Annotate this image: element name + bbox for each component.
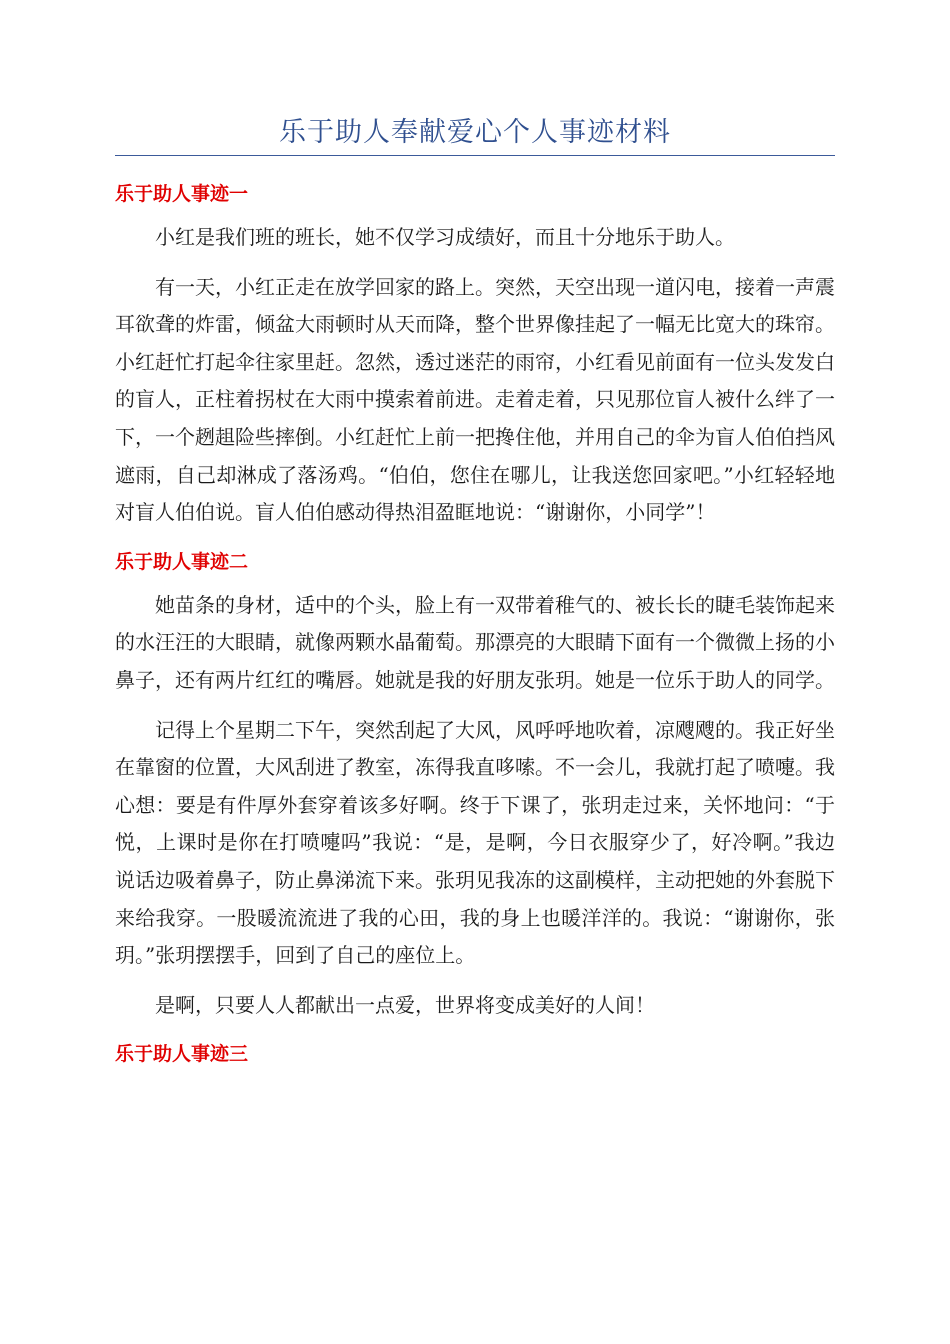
document-title: 乐于助人奉献爱心个人事迹材料 bbox=[279, 117, 671, 148]
section-1 bbox=[115, 176, 835, 532]
section-heading: 乐于助人事迹三 bbox=[115, 1043, 249, 1066]
section-heading: 乐于助人事迹一 bbox=[115, 183, 249, 205]
paragraph: 是啊，只要人人都献出一点爱，世界将变成美好的人间！ bbox=[155, 992, 655, 1017]
section-3 bbox=[115, 1036, 835, 1072]
title-divider bbox=[115, 155, 835, 156]
paragraph: 有一天，小红正走在放学回家的路上。突然，天空出现一道闪电，接着一声震耳欲聋的炸雷，倾盆大雨顿时从天而降，整个世界像挂起了一幅无比宽大的珠帘。小红赶忙打起伞往家里赶。忽然，透过迷茫的雨帘，小红看见前面有一位头发发白的盲人，正柱着拐杖在大雨中摸索着前进。走着走着，只见那位盲人被什么绊了一下，一个趔趄险些摔倒。小红赶忙上前一把搀住他，并用自己的伞为盲人伯伯挡风遮雨，自己却淋成了落汤鸡。“伯伯，您住在哪儿，让我送您回家吧。”小红轻轻地对盲人伯伯说。盲人伯伯感动得热泪盈眶地说：“谢谢你，小同学”！ bbox=[115, 274, 835, 525]
paragraph: 记得上个星期二下午，突然刮起了大风，风呼呼地吹着，凉飕飕的。我正好坐在靠窗的位置，大风刮进了教室，冻得我直哆嗦。不一会儿，我就打起了喷嚏。我心想：要是有件厚外套穿着该多好啊。终于下课了，张玥走过来，关怀地问：“于悦，上课时是你在打喷嚏吗”我说：“是，是啊，今日衣服穿少了，好冷啊。”我边说话边吸着鼻子，防止鼻涕流下来。张玥见我冻的这副模样，主动把她的外套脱下来给我穿。一股暖流流进了我的心田，我的身上也暖洋洋的。我说：“谢谢你，张玥。”张玥摆摆手，回到了自己的座位上。 bbox=[115, 717, 835, 968]
paragraph: 她苗条的身材，适中的个头，脸上有一双带着稚气的、被长长的睫毛装饰起来的水汪汪的大眼睛，就像两颗水晶葡萄。那漂亮的大眼睛下面有一个微微上扬的小鼻子，还有两片红红的嘴唇。她就是我的好朋友张玥。她是一位乐于助人的同学。 bbox=[115, 592, 835, 692]
document-body bbox=[115, 176, 835, 1072]
paragraph: 小红是我们班的班长，她不仅学习成绩好，而且十分地乐于助人。 bbox=[155, 225, 735, 249]
section-2 bbox=[115, 544, 835, 1025]
section-heading: 乐于助人事迹二 bbox=[115, 550, 249, 573]
